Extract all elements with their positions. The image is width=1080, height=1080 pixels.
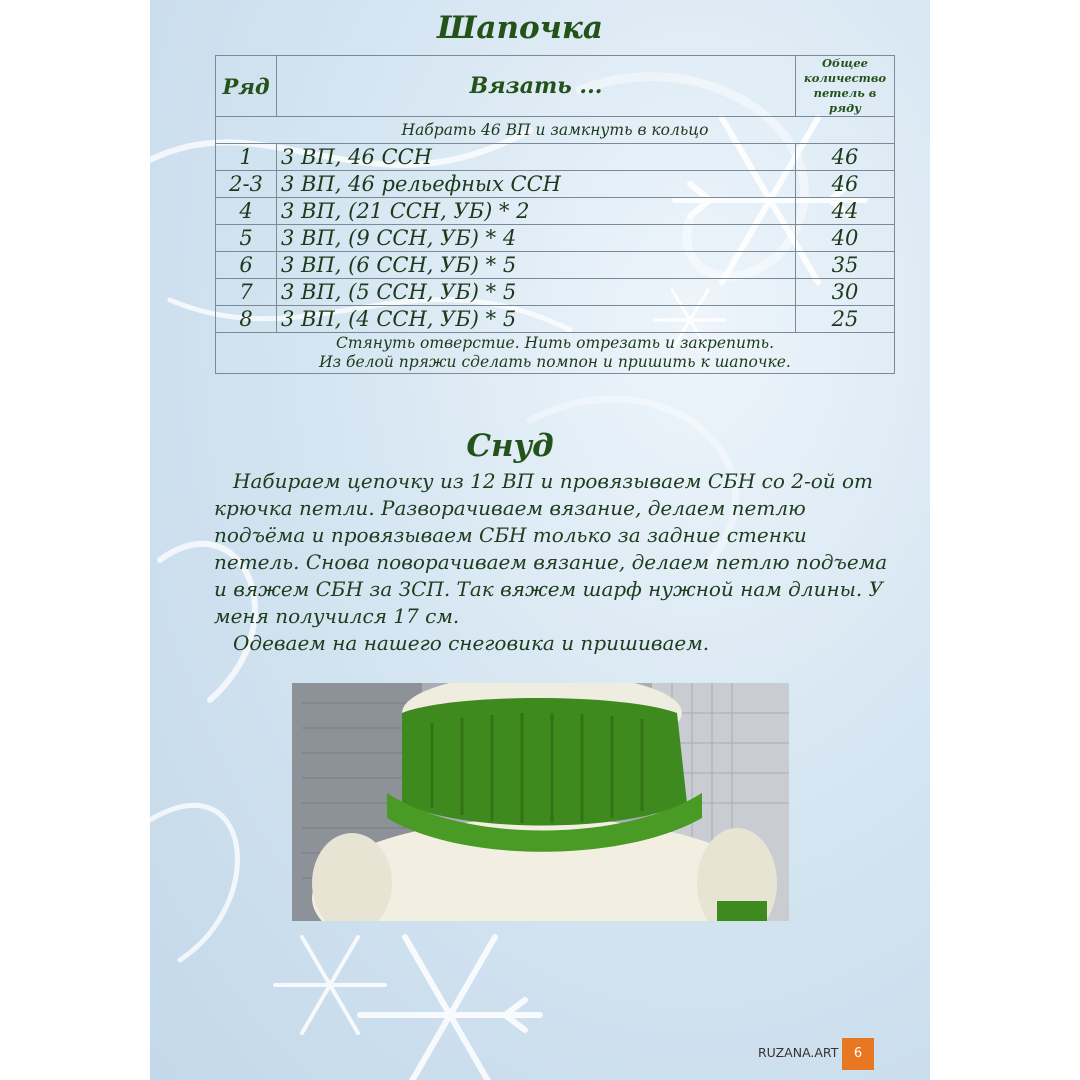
row-total: 46 [796, 171, 895, 198]
row-instruction: 3 ВП, (6 ССН, УБ) * 5 [277, 252, 796, 279]
row-total: 30 [796, 279, 895, 306]
row-instruction: 3 ВП, 46 рельефных ССН [277, 171, 796, 198]
row-number: 5 [216, 225, 277, 252]
table-row [216, 279, 895, 306]
row-number: 8 [216, 306, 277, 333]
hat-pattern-table [215, 55, 895, 374]
table-row [216, 225, 895, 252]
total-column-header: Общее количество петель в ряду [796, 56, 895, 117]
table-row [216, 144, 895, 171]
row-number: 1 [216, 144, 277, 171]
row-number: 6 [216, 252, 277, 279]
page-number-badge: 6 [842, 1038, 874, 1070]
snood-paragraph-1: Набираем цепочку из 12 ВП и провязываем СБН со 2-ой от крючка петли. Разворачиваем вязание, делаем петлю подъёма и провязываем СБН только за задние стенки петель. Снова поворачиваем вязание, делаем петлю подъема и вяжем СБН за ЗСП. Так вяжем шарф нужной нам длины. У меня получился 17 см. [214, 469, 888, 628]
row-instruction: 3 ВП, (9 ССН, УБ) * 4 [277, 225, 796, 252]
table-closing-row [216, 333, 895, 374]
row-total: 35 [796, 252, 895, 279]
row-total: 44 [796, 198, 895, 225]
row-total: 25 [796, 306, 895, 333]
snowman-scarf-photo [292, 683, 789, 921]
row-number: 2-3 [216, 171, 277, 198]
closing-note: Стянуть отверстие. Нить отрезать и закрепить. Из белой пряжи сделать помпон и пришить к шапочке. [216, 333, 895, 374]
row-number: 7 [216, 279, 277, 306]
row-instruction: 3 ВП, (5 ССН, УБ) * 5 [277, 279, 796, 306]
row-column-header: Ряд [216, 56, 277, 117]
row-instruction: 3 ВП, (21 ССН, УБ) * 2 [277, 198, 796, 225]
table-row [216, 306, 895, 333]
snood-paragraph-2: Одеваем на нашего снеговика и пришиваем. [233, 631, 710, 655]
row-number: 4 [216, 198, 277, 225]
table-row [216, 198, 895, 225]
page [150, 0, 930, 1080]
row-total: 40 [796, 225, 895, 252]
table-row [216, 171, 895, 198]
snood-instructions [214, 468, 894, 657]
snood-title: Снуд [466, 428, 554, 464]
table-header-row [216, 56, 895, 117]
knit-column-header: Вязать ... [277, 56, 796, 117]
brand-label: RUZANA.ART [758, 1045, 839, 1060]
hat-title: Шапочка [437, 10, 603, 46]
row-instruction: 3 ВП, (4 ССН, УБ) * 5 [277, 306, 796, 333]
table-intro-row [216, 117, 895, 144]
intro-note: Набрать 46 ВП и замкнуть в кольцо [216, 117, 895, 144]
row-total: 46 [796, 144, 895, 171]
row-instruction: 3 ВП, 46 ССН [277, 144, 796, 171]
table-row [216, 252, 895, 279]
